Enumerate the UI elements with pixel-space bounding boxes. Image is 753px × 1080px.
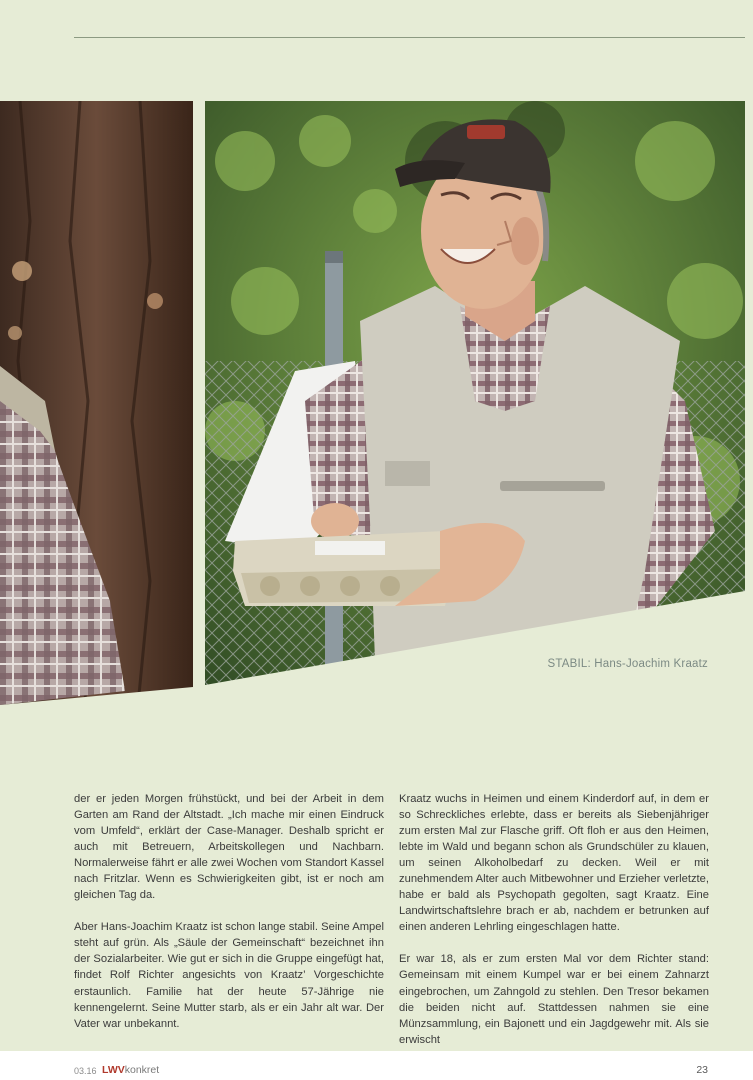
photo-hans-joachim-kraatz xyxy=(205,101,745,685)
caption-label: STABIL: xyxy=(547,658,591,670)
photo-caption xyxy=(547,658,708,670)
issue-number: 03.16 xyxy=(74,1066,97,1076)
article-column-left xyxy=(74,791,384,1048)
top-rule xyxy=(74,37,745,38)
page-number: 23 xyxy=(696,1064,708,1076)
paragraph: Kraatz wuchs in Heimen und einem Kinderdorf auf, in dem er so Schreckliches erlebte, dass er bereits als Siebenjähriger zum ersten Mal zur Flasche griff. Oft floh er aus den Heimen, lebte im Wald und begann schon als Grundschüler zu klauen, um seinen Alkoholbedarf zu decken. Weil er mit zunehmendem Alter auch Mitbewohner und Erzieher verletzte, habe er bald als Psychopath gegolten, sagt Kraatz. Eine Landwirtschaftslehre brach er ab, nachdem er betrunken auf einen anderen Lehrling eingeschlagen hatte. xyxy=(399,793,709,934)
paragraph: Aber Hans-Joachim Kraatz ist schon lange stabil. Seine Ampel steht auf grün. Als „Säule der Gemeinschaft“ bezeichnet ihn der Sozialarbeiter. Wie gut er sich in die Gruppe eingefügt hat, findet Rolf Richter angesichts von Kraatz’ Vorgeschichte erstaunlich. Familie hat der heute 57-Jährige nie kennengelernt. Seine Mutter starb, als er ein Jahr alt war. Der Vater war unbekannt. xyxy=(74,921,384,1030)
magazine-title: konkret xyxy=(124,1064,160,1076)
caption-text: Hans-Joachim Kraatz xyxy=(594,658,708,670)
paragraph: der er jeden Morgen frühstückt, und bei der Arbeit in dem Garten am Rand der Altstadt. „Ich mache mir einen Eindruck vom Umfeld“, erklärt der Case-Manager. Deshalb spricht er auch mit Betreuern, Arbeitskollegen und Nachbarn. Normalerweise fährt er alle zwei Wochen vom Standort Kassel nach Fritzlar. Wenn es Schwierigkeiten gibt, ist er noch am gleichen Tag da. xyxy=(74,793,384,902)
magazine-name xyxy=(102,1064,159,1076)
article-column-right xyxy=(399,791,709,1064)
photo-tree-trunk xyxy=(0,101,193,705)
magazine-brand: LWV xyxy=(102,1064,125,1076)
paragraph: Er war 18, als er zum ersten Mal vor dem Richter stand: Gemeinsam mit einem Kumpel war er bei einem Zahnarzt eingebrochen, um Zahngold zu stehlen. Den Tresor bekamen die beiden nicht auf. Stattdessen nahmen sie eine Münzsammlung, ein Bajonett und ein Jagdgewehr mit. Als sie erwischt xyxy=(399,953,709,1046)
